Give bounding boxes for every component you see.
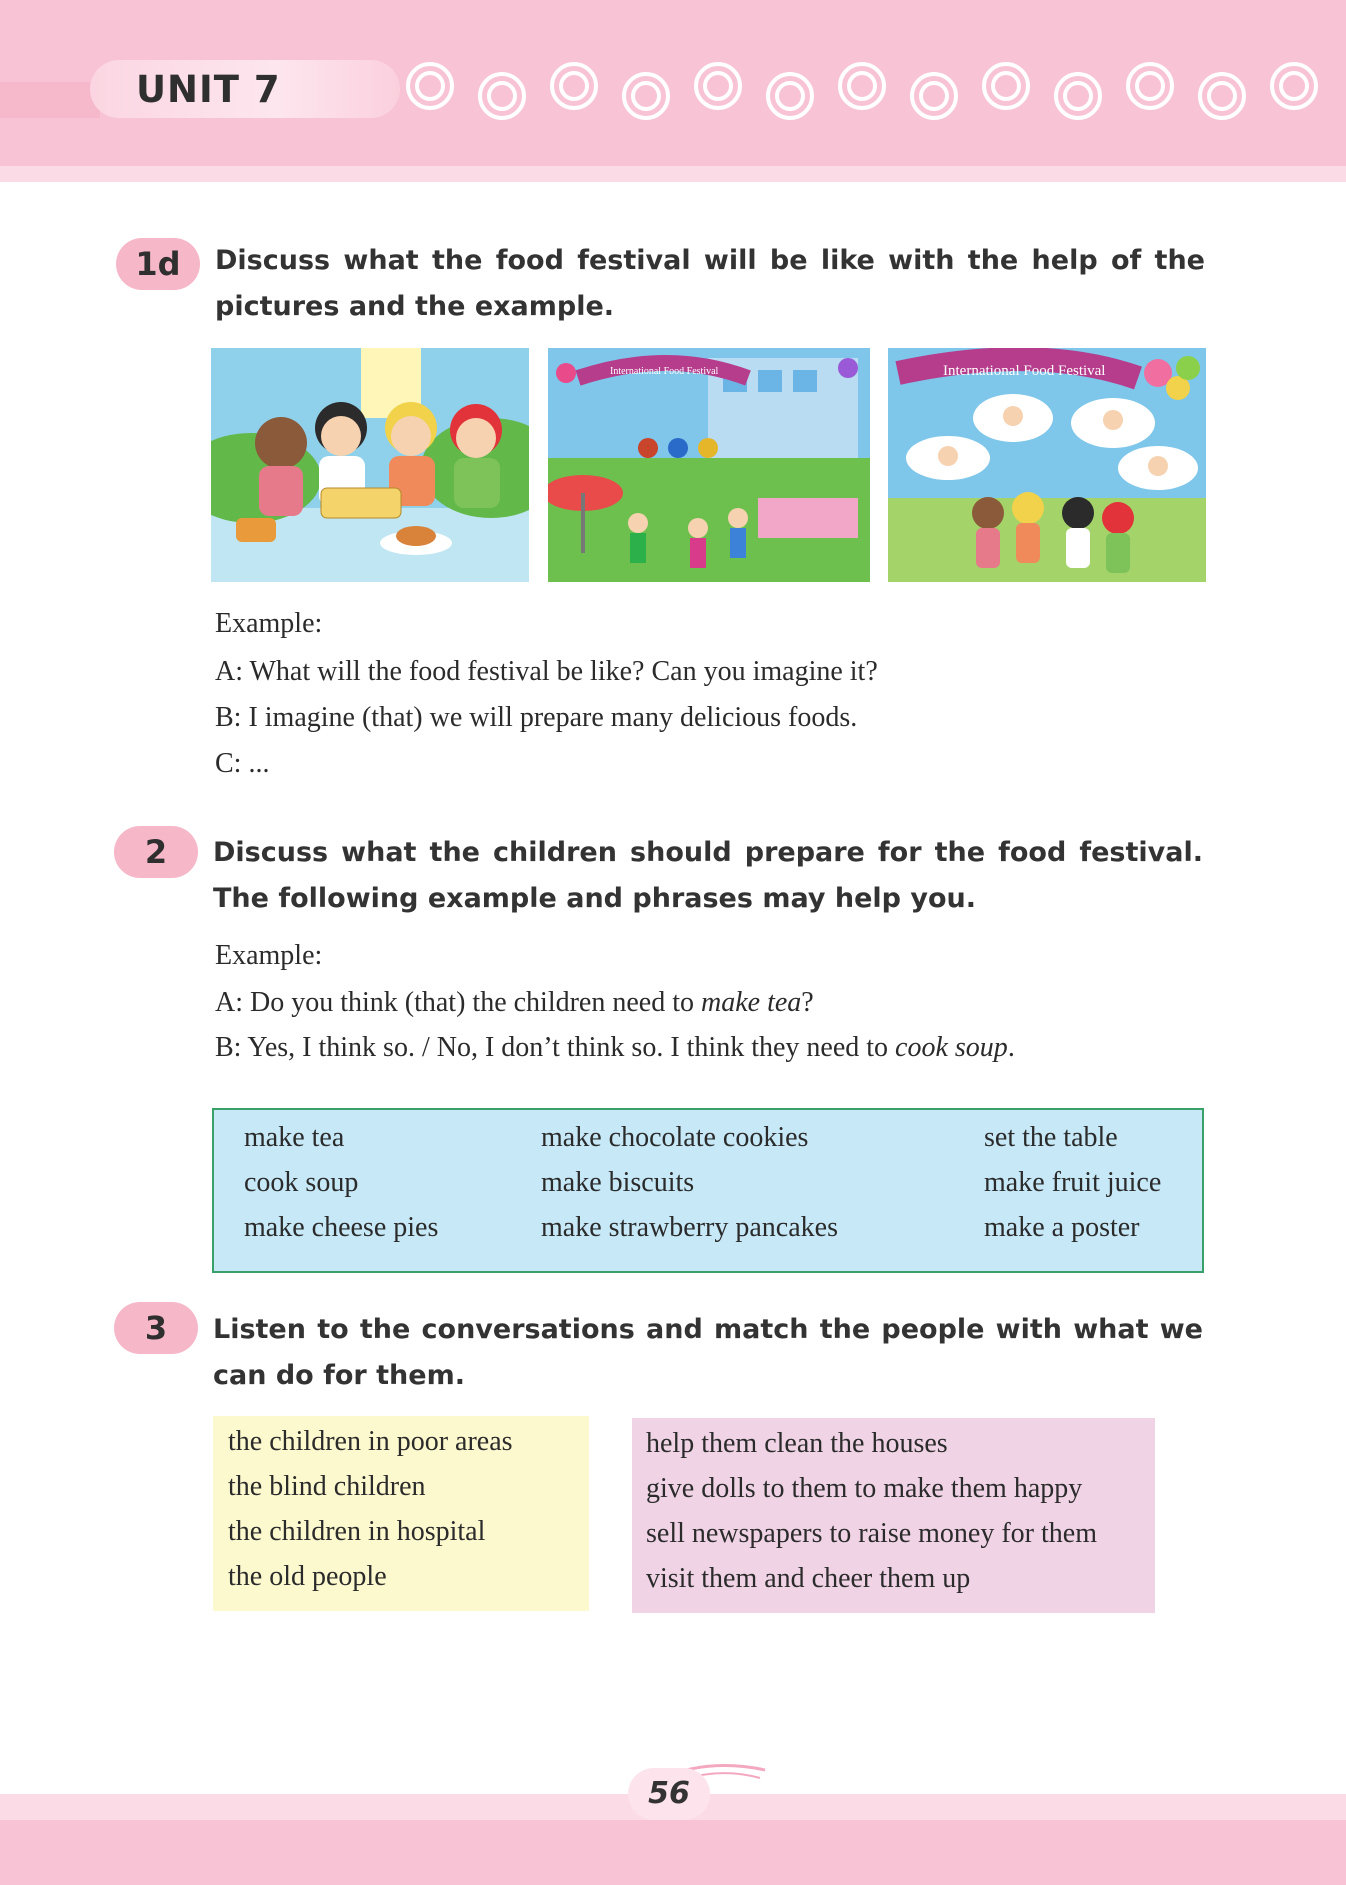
dialogue-line-b (215, 1032, 1015, 1064)
phrase-item: make biscuits (541, 1167, 695, 1198)
festival-banner-text: International Food Festival (610, 366, 719, 377)
section-3-instruction: Listen to the conversations and match the people with what we can do for them. (213, 1314, 1203, 1391)
line-a-italic: make tea (701, 987, 802, 1018)
festival-banner-text: International Food Festival (943, 363, 1106, 379)
people-item: the children in poor areas (228, 1426, 513, 1457)
phrase-item: make chocolate cookies (541, 1122, 809, 1153)
dialogue-line: C: ... (215, 748, 270, 779)
dialogue-line: B: I imagine (that) we will prepare many delicious foods. (215, 702, 858, 733)
people-item: the blind children (228, 1471, 426, 1502)
example-label: Example: (215, 608, 323, 639)
footer-band (0, 1820, 1346, 1885)
phrase-item: make fruit juice (984, 1167, 1162, 1198)
line-b-prefix: B: Yes, I think so. / No, I don’t think so. I think they need to (215, 1032, 896, 1063)
dialogue-line-a (215, 987, 814, 1019)
example-label: Example: (215, 940, 323, 971)
help-list-box (632, 1418, 1155, 1613)
help-item: visit them and cheer them up (646, 1563, 971, 1594)
picture-friends-cooking (211, 348, 529, 582)
section-number-badge: 3 (114, 1302, 198, 1354)
picture-festival-crowd (548, 348, 870, 582)
help-item: give dolls to them to make them happy (646, 1473, 1083, 1504)
help-item: sell newspapers to raise money for them (646, 1518, 1097, 1549)
phrase-item: set the table (984, 1122, 1118, 1153)
section-number-badge: 2 (114, 826, 198, 878)
unit-title: UNIT 7 (136, 68, 281, 111)
phrase-box (212, 1108, 1204, 1273)
dialogue-line: A: What will the food festival be like? Can you imagine it? (215, 656, 878, 687)
line-b-italic: cook soup (895, 1032, 1008, 1063)
people-item: the children in hospital (228, 1516, 486, 1547)
unit-pill-tab (0, 82, 100, 118)
decorative-rings (404, 62, 1346, 132)
section-1d-instruction: Discuss what the food festival will be like with the help of the pictures and the example. (215, 245, 1205, 322)
line-a-suffix: ? (801, 987, 814, 1018)
section-2-instruction: Discuss what the children should prepare for the food festival. The following example and phrases may help you. (213, 837, 1203, 914)
help-item: help them clean the houses (646, 1428, 948, 1459)
page-number: 56 (628, 1768, 710, 1820)
section-number-badge: 1d (116, 238, 200, 290)
phrase-item: cook soup (244, 1167, 359, 1198)
line-a-prefix: A: Do you think (that) the children need to (215, 987, 701, 1018)
phrase-item: make strawberry pancakes (541, 1212, 838, 1243)
line-b-suffix: . (1007, 1032, 1015, 1063)
phrase-item: make cheese pies (244, 1212, 439, 1243)
phrase-item: make tea (244, 1122, 345, 1153)
people-list-box (213, 1416, 589, 1611)
picture-festival-dreams (888, 348, 1206, 582)
header-stripe (0, 166, 1346, 182)
people-item: the old people (228, 1561, 387, 1592)
phrase-item: make a poster (984, 1212, 1140, 1243)
